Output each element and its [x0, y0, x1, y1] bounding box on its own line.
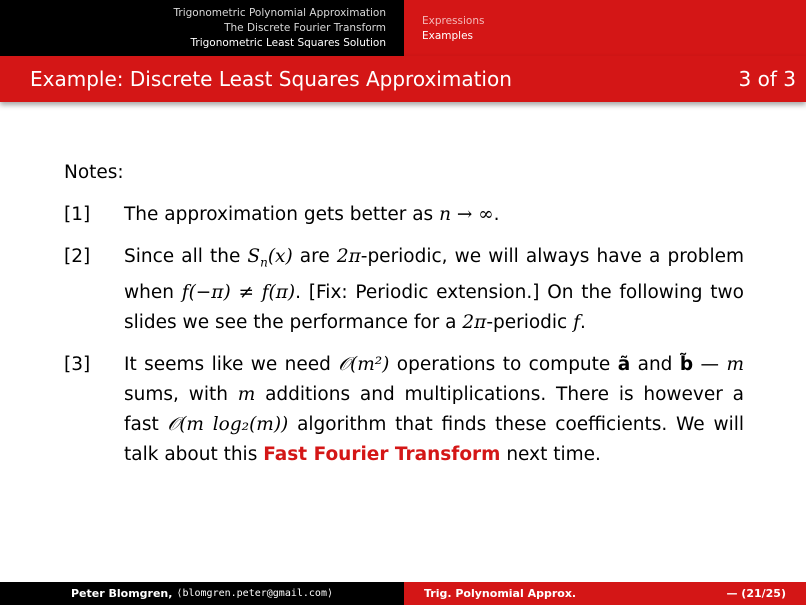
note-number: [1]: [64, 204, 91, 225]
subsection-nav: [404, 0, 806, 56]
note-text: Since all the $S_n(x)$ are 2π-periodic, we will always have a problem when f(−π) ≠ f(π). [Fix: Periodic extension.] On the following two slides we see the performance for a 2π-periodic f.: [124, 246, 745, 333]
author-name: Peter Blomgren,: [71, 587, 173, 600]
nav-subsection-2[interactable]: Examples: [422, 29, 474, 42]
note-item-2: [64, 242, 744, 338]
note-item-1: [64, 200, 744, 230]
footer-author: [0, 582, 404, 605]
top-navigation: [0, 0, 806, 56]
slide-content: [64, 158, 744, 482]
footer: [0, 582, 806, 605]
nav-section-2[interactable]: The Discrete Fourier Transform: [224, 22, 386, 34]
nav-section-3[interactable]: Trigonometric Least Squares Solution: [190, 37, 386, 49]
author-email: ⟨blomgren.peter@gmail.com⟩: [176, 588, 333, 599]
note-item-3: [64, 350, 744, 470]
section-nav: [0, 0, 404, 56]
note-text: The approximation gets better as n → ∞.: [124, 204, 500, 225]
frame-title: Example: Discrete Least Squares Approximation: [30, 67, 512, 91]
note-text: It seems like we need 𝒪(m²) operations to compute ã and b̃ — m sums, with m additions and multiplications. There is however a fast 𝒪(m log₂(m)) algorithm that finds these coefficients. We will talk about this Fast Fourier Transform next time.: [124, 353, 744, 465]
short-title: Trig. Polynomial Approx.: [424, 587, 577, 600]
page-number: — (21/25): [726, 587, 786, 600]
notes-heading: Notes:: [64, 162, 124, 183]
frame-title-bar: [0, 56, 806, 102]
fft-highlight: Fast Fourier Transform: [263, 443, 501, 465]
nav-subsection-1[interactable]: Expressions: [422, 14, 485, 27]
note-number: [2]: [64, 246, 91, 267]
nav-section-1[interactable]: Trigonometric Polynomial Approximation: [173, 7, 386, 19]
footer-info: [404, 582, 806, 605]
note-number: [3]: [64, 353, 91, 375]
frame-counter: 3 of 3: [738, 67, 796, 91]
